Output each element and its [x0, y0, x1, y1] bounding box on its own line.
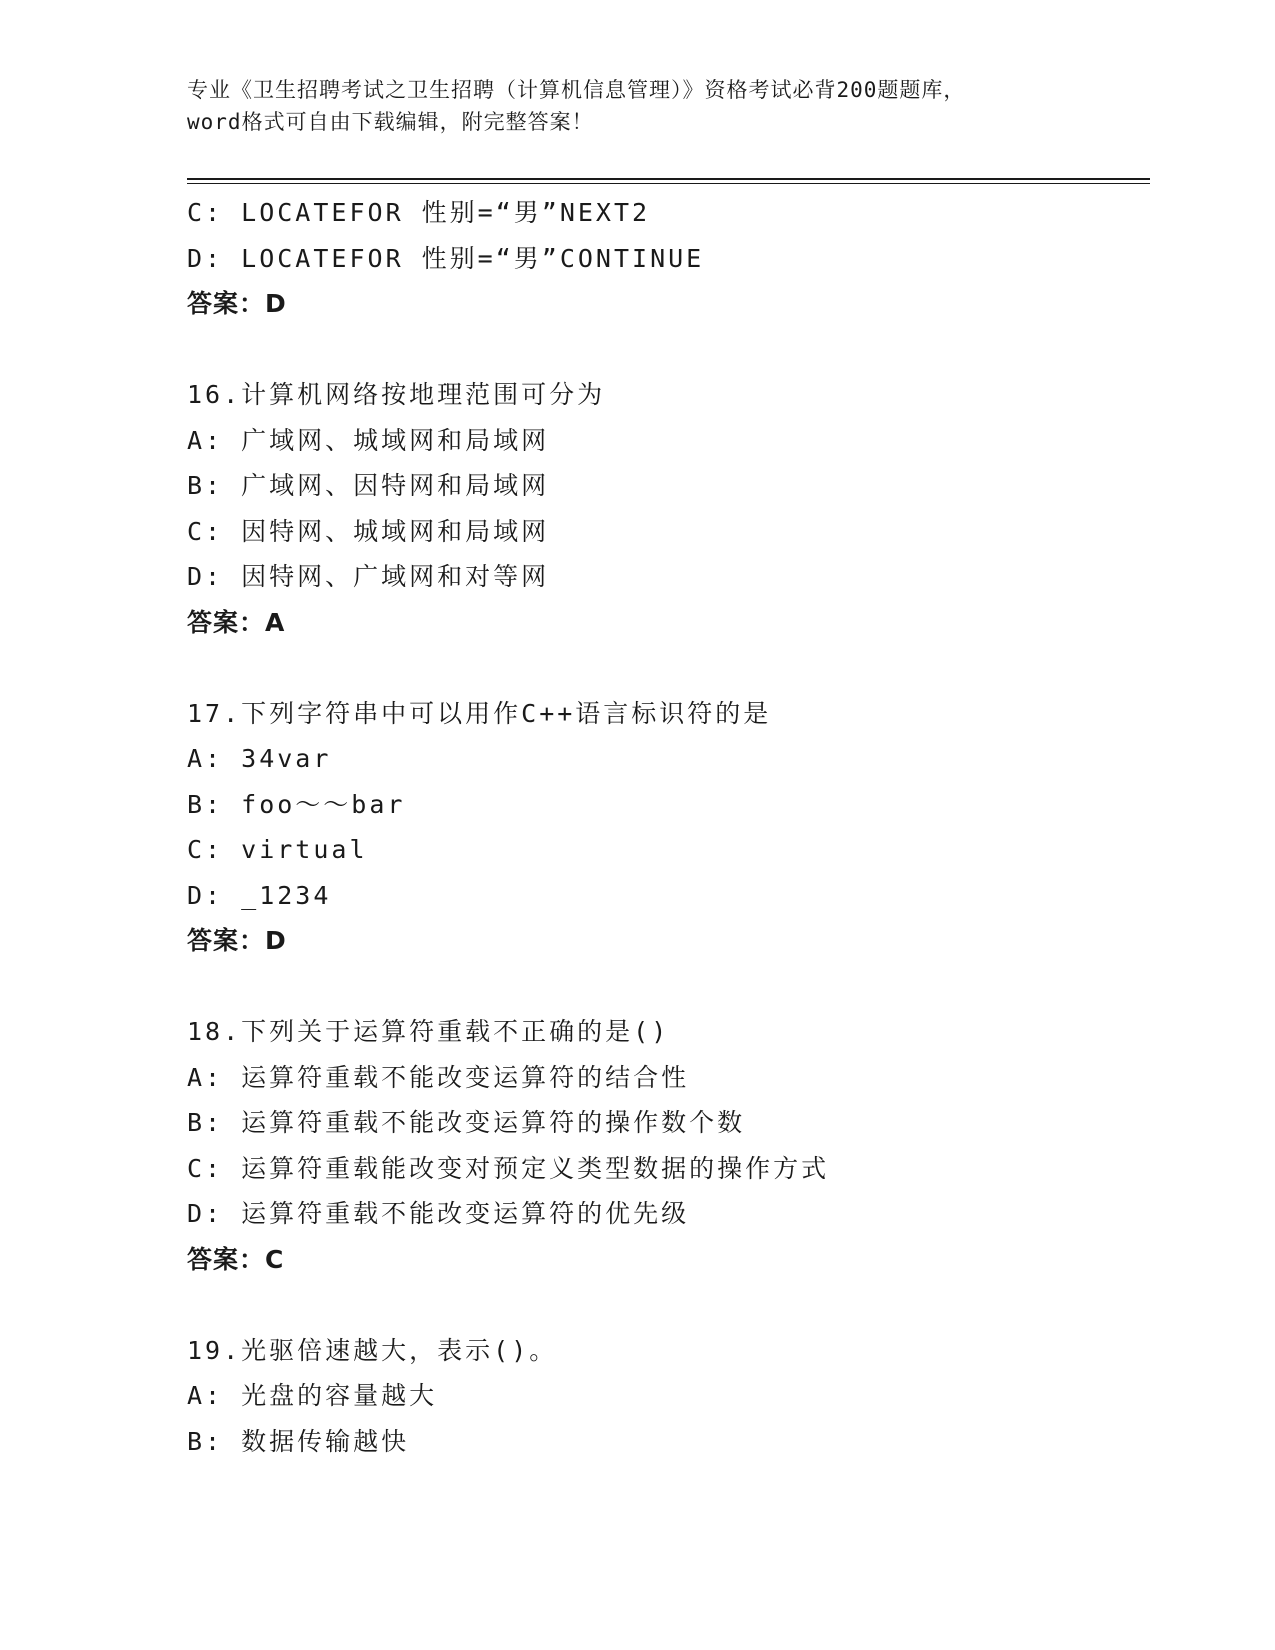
question-19 — [187, 1328, 1147, 1465]
option-a: A: 34var — [187, 744, 332, 773]
option-b: B: 数据传输越快 — [187, 1426, 410, 1456]
question-list — [187, 190, 1147, 1464]
header-line-2: word格式可自由下载编辑，附完整答案！ — [187, 110, 594, 134]
option-b: B: foo～～bar — [187, 789, 406, 819]
spacer — [187, 964, 1147, 1010]
option-c: C: 因特网、城域网和局域网 — [187, 516, 550, 546]
option-c: C: virtual — [187, 835, 368, 864]
question-stem: 17.下列字符串中可以用作C++语言标识符的是 — [187, 698, 772, 728]
question-18 — [187, 1009, 1147, 1282]
spacer — [187, 645, 1147, 691]
question-stem: 19.光驱倍速越大，表示()。 — [187, 1335, 558, 1365]
option-c: C: 运算符重载能改变对预定义类型数据的操作方式 — [187, 1153, 830, 1183]
question-15-continued — [187, 190, 1147, 327]
option-d: D: 因特网、广域网和对等网 — [187, 562, 550, 591]
question-stem: 18.下列关于运算符重载不正确的是() — [187, 1017, 670, 1046]
option-d: D: 运算符重载不能改变运算符的优先级 — [187, 1199, 690, 1228]
header-divider-thick — [187, 178, 1150, 180]
option-b: B: 广域网、因特网和局域网 — [187, 471, 550, 500]
header-divider-thin — [187, 183, 1150, 184]
option-a: A: 光盘的容量越大 — [187, 1381, 438, 1410]
document-header — [187, 74, 1087, 138]
question-16 — [187, 372, 1147, 645]
option-d: D: LOCATEFOR 性别=“男”CONTINUE — [187, 243, 705, 273]
option-b: B: 运算符重载不能改变运算符的操作数个数 — [187, 1108, 746, 1137]
option-a: A: 运算符重载不能改变运算符的结合性 — [187, 1062, 690, 1092]
question-stem: 16.计算机网络按地理范围可分为 — [187, 380, 606, 409]
spacer — [187, 1282, 1147, 1328]
option-d: D: _1234 — [187, 880, 332, 910]
answer-line: 答案：D — [187, 926, 287, 955]
option-c: C: LOCATEFOR 性别=“男”NEXT2 — [187, 198, 651, 227]
spacer — [187, 327, 1147, 373]
question-17 — [187, 691, 1147, 964]
answer-line: 答案：D — [187, 289, 287, 318]
option-a: A: 广域网、城域网和局域网 — [187, 425, 550, 455]
answer-line: 答案：C — [187, 1244, 285, 1274]
answer-line: 答案：A — [187, 607, 286, 637]
header-line-1: 专业《卫生招聘考试之卫生招聘（计算机信息管理）》资格考试必背200题题库， — [187, 78, 966, 102]
